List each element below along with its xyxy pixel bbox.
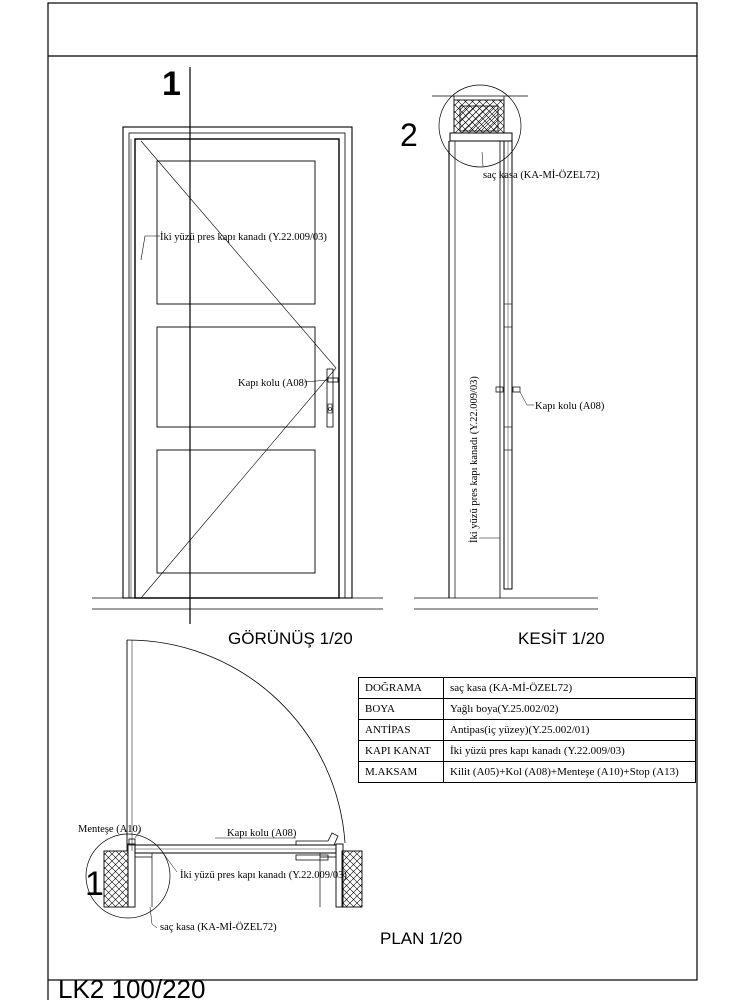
section-leaf-label: İki yüzü pres kapı kanadı (Y.22.009/03) (469, 376, 480, 543)
elevation-title: GÖRÜNÜŞ 1/20 (228, 629, 353, 648)
spec-value: Yağlı boya(Y.25.002/02) (444, 699, 696, 720)
spec-row (359, 762, 696, 783)
spec-key: BOYA (359, 699, 444, 720)
section-marker-2: 2 (400, 117, 418, 153)
sheet-frame (48, 3, 697, 1000)
section-title: KESİT 1/20 (518, 629, 605, 648)
spec-row (359, 678, 696, 699)
spec-row (359, 720, 696, 741)
section-marker-1: 1 (162, 65, 181, 103)
detail-marker-1: 1 (85, 865, 104, 903)
plan-leaf-label: İki yüzü pres kapı kanadı (Y.22.009/03) (180, 870, 347, 881)
plan-hinge-label: Menteşe (A10) (78, 824, 142, 835)
spec-key: M.AKSAM (359, 762, 444, 783)
plan-wall-left (104, 851, 128, 907)
spec-key: ANTİPAS (359, 720, 444, 741)
spec-value: Kilit (A05)+Kol (A08)+Menteşe (A10)+Stop (A13) (444, 762, 696, 783)
spec-key: KAPI KANAT (359, 741, 444, 762)
spec-value: saç kasa (KA-Mİ-ÖZEL72) (444, 678, 696, 699)
plan-frame-label: saç kasa (KA-Mİ-ÖZEL72) (160, 922, 277, 933)
elevation-view (92, 67, 383, 624)
plan-title: PLAN 1/20 (380, 929, 463, 948)
elevation-leaf-label: İki yüzü pres kapı kanadı (Y.22.009/03) (160, 232, 327, 243)
spec-value: İki yüzü pres kapı kanadı (Y.22.009/03) (444, 741, 696, 762)
spec-row (359, 741, 696, 762)
elevation-handle-label: Kapı kolu (A08) (238, 378, 308, 389)
drawing-title: LK2 100/220 (58, 974, 206, 1000)
section-frame-label: saç kasa (KA-Mİ-ÖZEL72) (483, 170, 600, 181)
spec-key: DOĞRAMA (359, 678, 444, 699)
section-view (414, 85, 598, 609)
plan-view (86, 640, 362, 928)
spec-value: Antipas(iç yüzey)(Y.25.002/01) (444, 720, 696, 741)
door-panel-bottom (157, 450, 315, 573)
section-handle-label: Kapı kolu (A08) (535, 401, 605, 412)
spec-table (358, 677, 696, 783)
spec-row (359, 699, 696, 720)
plan-handle-label: Kapı kolu (A08) (227, 828, 297, 839)
door-panel-middle (157, 327, 315, 427)
